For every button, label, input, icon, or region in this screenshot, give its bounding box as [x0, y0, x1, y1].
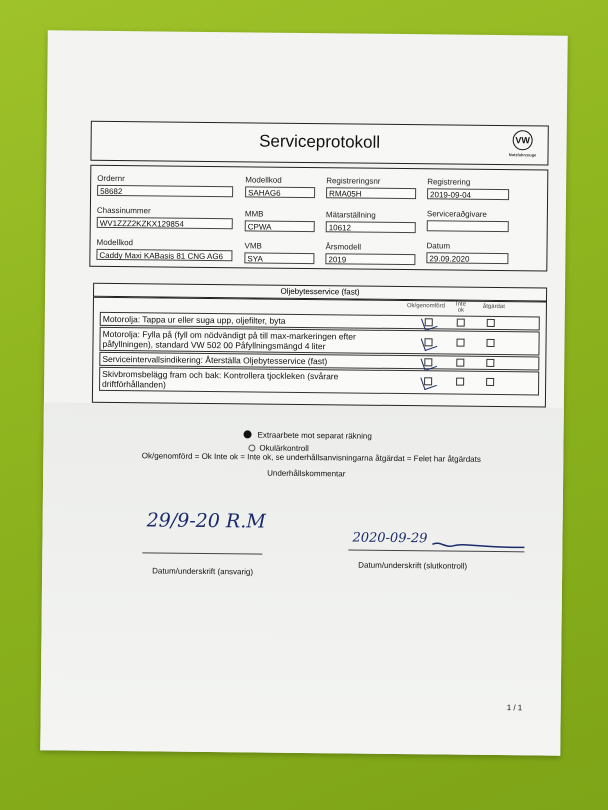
title-box: [90, 121, 548, 166]
inte-ok-checkbox[interactable]: [456, 378, 464, 386]
section-header: Oljebytesservice (fast): [93, 283, 547, 302]
modell-label: Modellkod: [96, 237, 134, 248]
atgardat-checkbox[interactable]: [486, 359, 494, 367]
arsmodell-value: 2019: [325, 253, 415, 265]
col-inte-ok: Inte ok: [455, 301, 466, 314]
arsmodell-label: Årsmodell: [325, 242, 362, 252]
page-title: Serviceprotokoll: [259, 131, 381, 152]
ok-checkbox[interactable]: [424, 338, 432, 346]
chassi-label: Chassinummer: [96, 205, 151, 216]
radgivare-label: Serviceraðgivare: [426, 209, 487, 219]
checklist-row: [99, 367, 539, 396]
service-checklist: [92, 297, 547, 408]
signature-right: 2020-09-29: [352, 530, 428, 547]
legend-explain: Ok/genomförd = Ok Inte ok = Inte ok, se underhållsanvisningarna åtgärdat = Felet har åtgärdats: [141, 451, 481, 464]
registrering-label: Registrering: [427, 177, 471, 187]
col-ok: Ok/genomförd: [406, 303, 445, 310]
comment-heading: Underhållskommentar: [267, 468, 346, 479]
modellkod-value: SAHAG6: [245, 186, 315, 198]
ok-checkbox[interactable]: [424, 377, 432, 385]
ok-checkbox[interactable]: [424, 358, 432, 366]
inte-ok-checkbox[interactable]: [457, 319, 465, 327]
logo-subtitle: Nutzfahrzeuge: [508, 152, 537, 158]
registrering-value: 2019-09-04: [427, 188, 509, 200]
vmb-label: VMB: [244, 241, 262, 251]
ok-checkbox[interactable]: [425, 318, 433, 326]
filled-dot-icon: [244, 430, 252, 438]
regnr-label: Registreringsnr: [326, 176, 381, 186]
chassi-value: WV1ZZZ2KZKX129854: [97, 217, 233, 229]
matar-label: Mätarställning: [325, 210, 376, 220]
row-text: Motorolja: Tappa ur eller suga upp, oljefilter, byta: [102, 313, 286, 326]
inte-ok-checkbox[interactable]: [456, 339, 464, 347]
datum-value: 29.09.2020: [426, 252, 508, 264]
matar-value: 10612: [326, 221, 416, 233]
modellkod-label: Modellkod: [245, 175, 282, 185]
regnr-value: RMA05H: [326, 187, 416, 199]
inte-ok-checkbox[interactable]: [456, 359, 464, 367]
vmb-value: SYA: [244, 252, 314, 264]
row-text: Motorolja: Fylla på (fyll om nödvändigt på till max-markeringen efter påfyllningen), standard VW 502 00 Påfyllningsmängd 4 liter: [102, 328, 356, 352]
modell-value: Caddy Maxi KABasis 81 CNG AG6: [96, 249, 232, 261]
signature-left: 29/9-20 R.M: [146, 509, 266, 533]
atgardat-checkbox[interactable]: [486, 378, 494, 386]
radgivare-value: [427, 220, 509, 232]
ordernr-value: 58682: [97, 185, 233, 197]
datum-label: Datum: [426, 241, 451, 251]
atgardat-checkbox[interactable]: [486, 339, 494, 347]
mmb-label: MMB: [244, 209, 264, 219]
legend-extra: Extraarbete mot separat räkning: [257, 430, 372, 441]
service-document: [40, 30, 568, 755]
row-text: Skivbromsbelägg fram och bak: Kontrollera tjockleken (svårare driftförhållanden): [102, 368, 339, 390]
vw-logo: [505, 130, 539, 160]
hollow-dot-icon: [248, 444, 255, 451]
mmb-value: CPWA: [245, 220, 315, 232]
col-atgardat: åtgärdat: [482, 303, 505, 311]
checklist-row: [99, 327, 539, 356]
page-number: 1 / 1: [506, 703, 523, 713]
left-caption: Datum/underskrift (ansvarig): [152, 566, 254, 577]
signature-stroke: [430, 534, 526, 551]
legend-okular: Okulärkontroll: [259, 443, 309, 454]
atgardat-checkbox[interactable]: [487, 319, 495, 327]
vehicle-info-box: [89, 165, 548, 272]
ordernr-label: Ordernr: [97, 173, 125, 184]
vw-logo-icon: VW: [513, 130, 533, 150]
row-text: Serviceintervallsindikering: Återställa Oljebytesservice (fast): [102, 353, 328, 367]
right-caption: Datum/underskrift (slutkontroll): [358, 560, 468, 571]
